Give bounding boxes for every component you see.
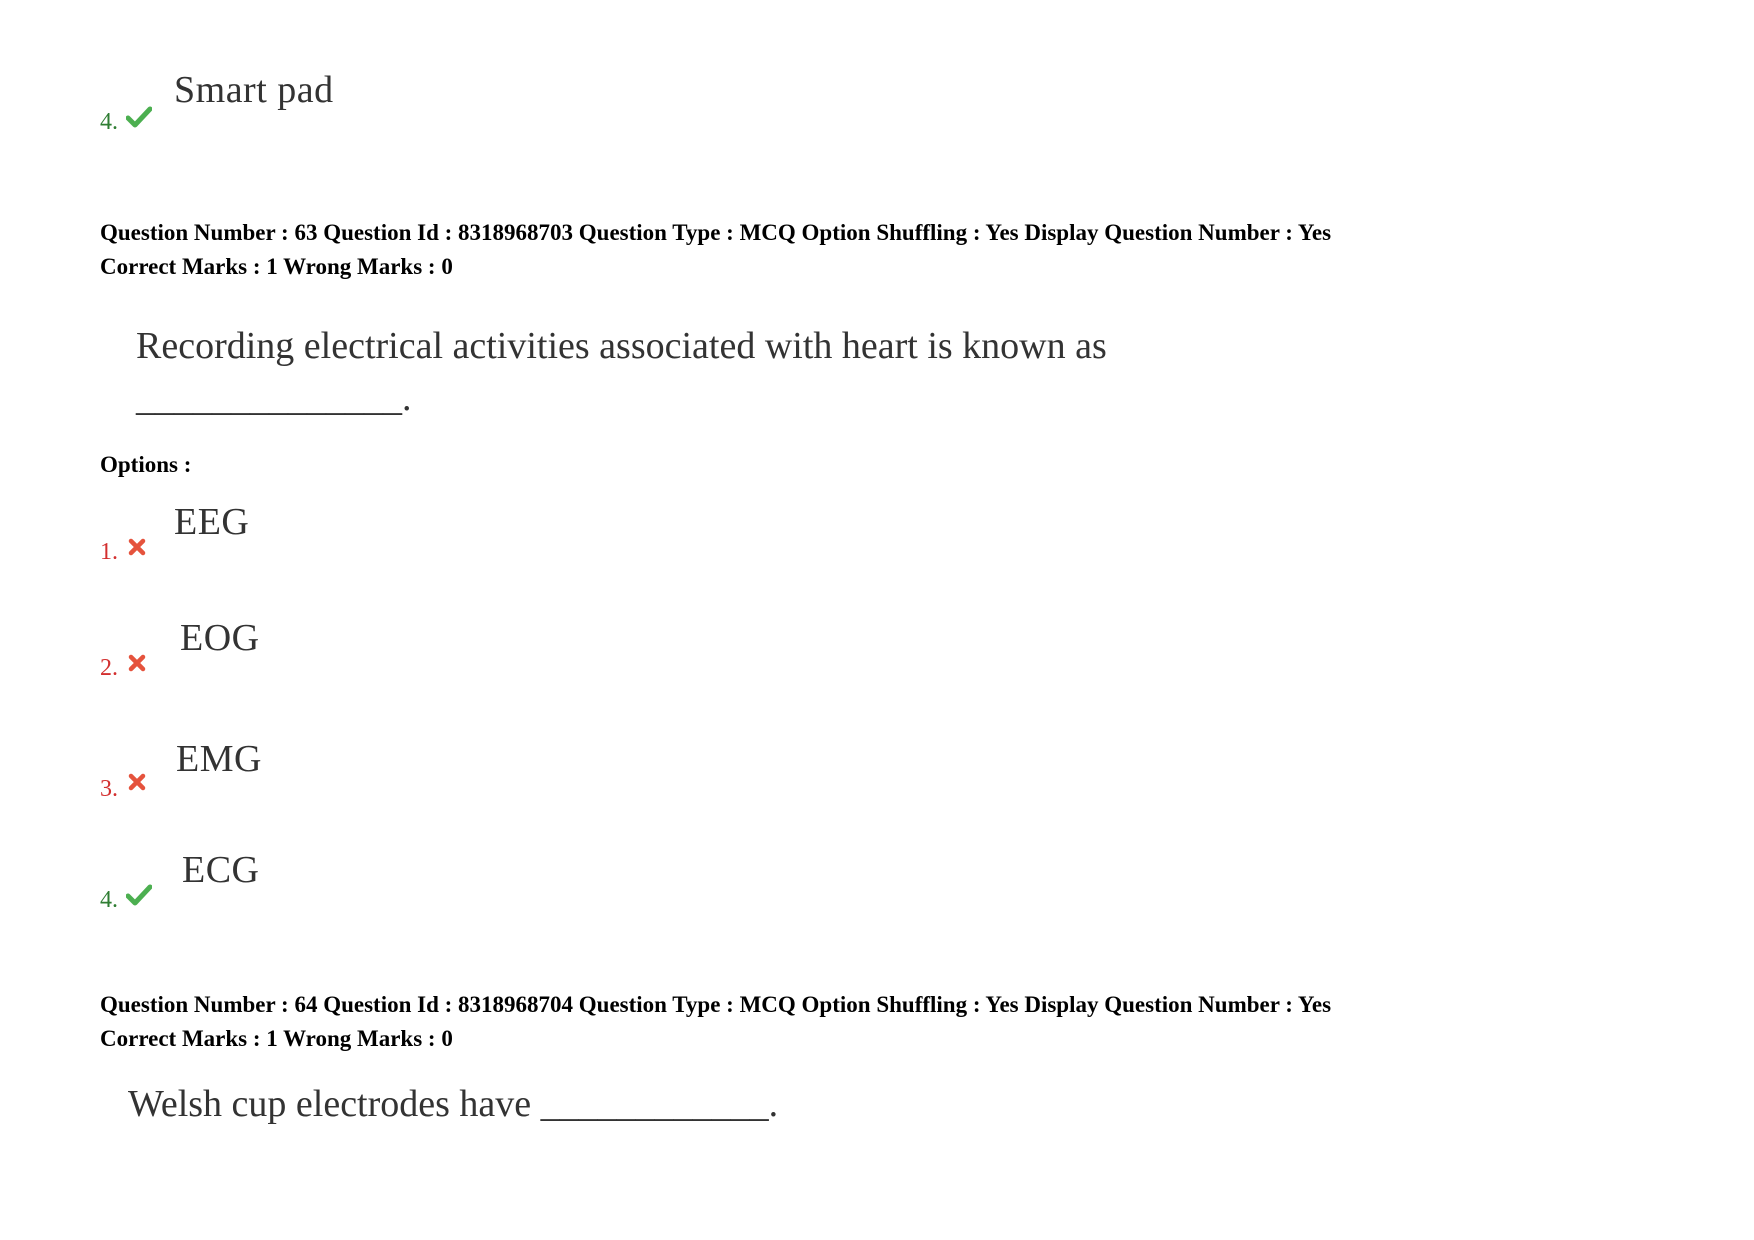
option-number: 3.: [100, 776, 118, 802]
question-text-line1: Welsh cup electrodes have ____________.: [128, 1083, 779, 1125]
option-text: EOG: [180, 617, 260, 659]
cross-icon: [128, 538, 146, 556]
question-meta-line2: Correct Marks : 1 Wrong Marks : 0: [100, 254, 453, 279]
check-icon: [126, 884, 152, 906]
option-text: EMG: [176, 738, 262, 780]
option-text: EEG: [174, 501, 250, 543]
cross-icon: [128, 654, 146, 672]
question-text-line2: ______________.: [136, 377, 412, 419]
option-text: Smart pad: [174, 69, 334, 111]
option-text: ECG: [182, 849, 260, 891]
cross-icon: [128, 773, 146, 791]
check-icon: [126, 106, 152, 128]
question-meta-line2: Correct Marks : 1 Wrong Marks : 0: [100, 1026, 453, 1051]
question-text-line1: Recording electrical activities associated with heart is known as: [136, 325, 1107, 367]
option-3: [100, 737, 500, 807]
option-1: [100, 500, 500, 570]
question-meta-line1: Question Number : 63 Question Id : 8318968703 Question Type : MCQ Option Shuffling : Yes Display Question Number : Yes: [100, 220, 1332, 245]
option-2: [100, 616, 500, 686]
options-label: Options :: [100, 452, 192, 477]
option-number: 1.: [100, 539, 118, 565]
question-meta-line1: Question Number : 64 Question Id : 8318968704 Question Type : MCQ Option Shuffling : Yes Display Question Number : Yes: [100, 992, 1332, 1017]
option-number: 4.: [100, 887, 118, 913]
option-4: [100, 848, 500, 918]
option-number: 2.: [100, 655, 118, 681]
option-number: 4.: [100, 109, 118, 135]
prev-option-4: [100, 70, 500, 140]
